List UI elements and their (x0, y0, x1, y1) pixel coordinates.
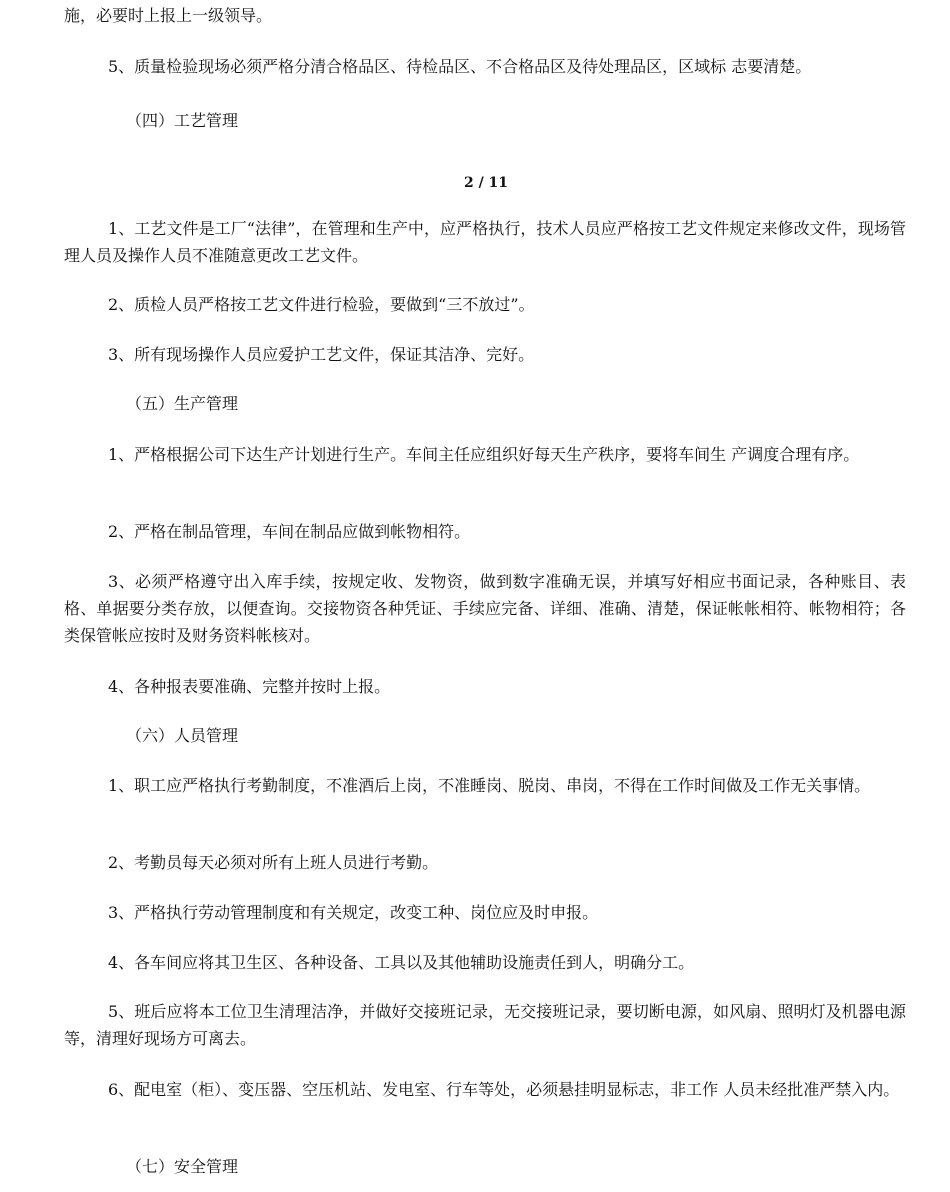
paragraph-personnel-1: 1、职工应严格执行考勤制度，不准酒后上岗，不准睡岗、脱岗、串岗，不得在工作时间做及工作无关事情。 (108, 776, 871, 795)
paragraph-personnel-3: 3、严格执行劳动管理制度和有关规定，改变工种、岗位应及时申报。 (108, 903, 599, 922)
paragraph-process-2: 2、质检人员严格按工艺文件进行检验，要做到“三不放过”。 (108, 295, 535, 314)
paragraph-production-1: 1、严格根据公司下达生产计划进行生产。车间主任应组织好每天生产秩序，要将车间生 产调度合理有序。 (108, 445, 860, 464)
paragraph-production-4: 4、各种报表要准确、完整并按时上报。 (108, 677, 391, 696)
section-heading-6: （六）人员管理 (126, 726, 239, 745)
paragraph-process-3: 3、所有现场操作人员应爱护工艺文件，保证其洁净、完好。 (108, 345, 535, 364)
paragraph-personnel-4: 4、各车间应将其卫生区、各种设备、工具以及其他辅助设施责任到人，明确分工。 (108, 953, 695, 972)
paragraph-personnel-2: 2、考勤员每天必须对所有上班人员进行考勤。 (108, 853, 439, 872)
page-number: 2 / 11 (463, 175, 509, 191)
section-heading-5: （五）生产管理 (126, 394, 239, 413)
paragraph-personnel-5: 5、班后应将本工位卫生清理洁净，并做好交接班记录，无交接班记录，要切断电源，如风扇、照明灯及机器电源等，清理好现场方可离去。 (64, 1002, 906, 1048)
section-heading-4: （四）工艺管理 (126, 111, 239, 130)
section-heading-7: （七）安全管理 (126, 1157, 239, 1176)
paragraph-continuation: 施，必要时上报上一级领导。 (64, 6, 273, 25)
paragraph-process-1: 1、工艺文件是工厂“法律”，在管理和生产中，应严格执行，技术人员应严格按工艺文件规定来修改文件，现场管理人员及操作人员不准随意更改工艺文件。 (64, 219, 906, 265)
paragraph-quality-5: 5、质量检验现场必须严格分清合格品区、待检品区、不合格品区及待处理品区，区域标 志要清楚。 (108, 57, 812, 76)
paragraph-production-3: 3、必须严格遵守出入库手续，按规定收、发物资，做到数字准确无误，并填写好相应书面记录，各种账目、表格、单据要分类存放，以便查询。交接物资各种凭证、手续应完备、详细、准确、清楚，保证帐帐相符、帐物相符；各类保管帐应按时及财务资料帐核对。 (64, 572, 906, 645)
paragraph-production-2: 2、严格在制品管理，车间在制品应做到帐物相符。 (108, 522, 471, 541)
paragraph-personnel-6: 6、配电室（柜）、变压器、空压机站、发电室、行车等处，必须悬挂明显标志，非工作 人员未经批准严禁入内。 (108, 1080, 900, 1099)
